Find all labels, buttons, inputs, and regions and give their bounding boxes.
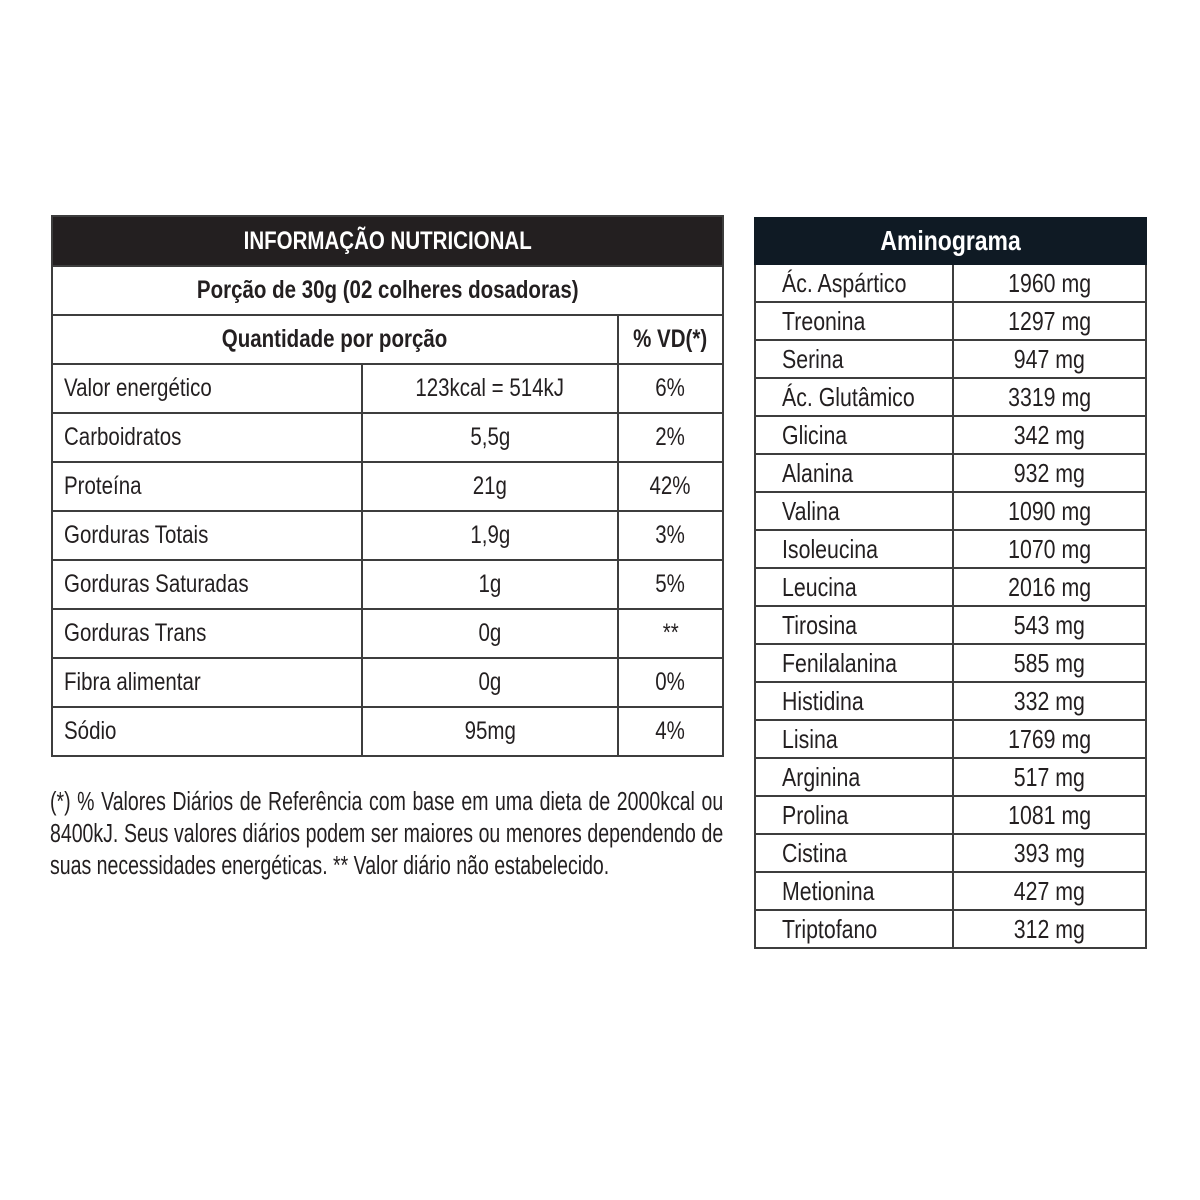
nutrient-amount: 95mg (362, 707, 618, 756)
amino-acid-value: 2016 mg (953, 568, 1146, 606)
nutrition-row (52, 609, 723, 658)
daily-value-footnote: (*) % Valores Diários de Referência com base em uma dieta de 2000kcal ou 8400kJ. Seus valores diários podem ser maiores ou menores dependendo de suas necessidades energéticas. ** Valor diário não estabelecido. (50, 788, 724, 880)
amino-acid-name: Ác. Glutâmico (755, 378, 953, 416)
nutrition-row (52, 658, 723, 707)
amino-acid-name: Tirosina (755, 606, 953, 644)
amino-acid-value: 932 mg (953, 454, 1146, 492)
aminogram-row (755, 454, 1146, 492)
nutrition-row (52, 413, 723, 462)
aminogram-row (755, 340, 1146, 378)
nutrition-facts-table (51, 215, 724, 757)
nutrient-amount: 1,9g (362, 511, 618, 560)
aminogram-row (755, 872, 1146, 910)
vd-header: % VD(*) (618, 315, 723, 364)
amino-acid-value: 427 mg (953, 872, 1146, 910)
nutrition-row (52, 364, 723, 413)
amino-acid-value: 585 mg (953, 644, 1146, 682)
aminogram-title: Aminograma (755, 218, 1146, 264)
amino-acid-name: Triptofano (755, 910, 953, 948)
nutrient-label: Gorduras Trans (52, 609, 362, 658)
amino-acid-name: Serina (755, 340, 953, 378)
nutrient-label: Valor energético (52, 364, 362, 413)
nutrient-label: Fibra alimentar (52, 658, 362, 707)
aminogram-row (755, 758, 1146, 796)
aminogram-row (755, 606, 1146, 644)
amino-acid-name: Fenilalanina (755, 644, 953, 682)
aminogram-table (754, 217, 1147, 949)
amino-acid-value: 543 mg (953, 606, 1146, 644)
amino-acid-value: 342 mg (953, 416, 1146, 454)
nutrient-vd: 2% (618, 413, 723, 462)
nutrient-vd: 4% (618, 707, 723, 756)
amino-acid-value: 1960 mg (953, 264, 1146, 302)
amino-acid-name: Arginina (755, 758, 953, 796)
aminogram-row (755, 302, 1146, 340)
amino-acid-name: Metionina (755, 872, 953, 910)
aminogram-row (755, 796, 1146, 834)
nutrient-amount: 123kcal = 514kJ (362, 364, 618, 413)
amino-acid-name: Prolina (755, 796, 953, 834)
nutrient-label: Sódio (52, 707, 362, 756)
aminogram-row (755, 568, 1146, 606)
nutrient-label: Proteína (52, 462, 362, 511)
amino-acid-name: Ác. Aspártico (755, 264, 953, 302)
aminogram-row (755, 416, 1146, 454)
nutrient-vd: 0% (618, 658, 723, 707)
nutrition-row (52, 560, 723, 609)
portion-size: Porção de 30g (02 colheres dosadoras) (52, 266, 723, 315)
amino-acid-name: Alanina (755, 454, 953, 492)
aminogram-row (755, 644, 1146, 682)
aminogram-row (755, 682, 1146, 720)
nutrient-amount: 5,5g (362, 413, 618, 462)
amino-acid-value: 1090 mg (953, 492, 1146, 530)
amino-acid-name: Treonina (755, 302, 953, 340)
amino-acid-value: 1081 mg (953, 796, 1146, 834)
aminogram-row (755, 264, 1146, 302)
quantity-header: Quantidade por porção (52, 315, 618, 364)
nutrition-row (52, 511, 723, 560)
amino-acid-value: 1297 mg (953, 302, 1146, 340)
amino-acid-value: 332 mg (953, 682, 1146, 720)
aminogram-row (755, 720, 1146, 758)
nutrient-amount: 0g (362, 609, 618, 658)
aminogram-row (755, 492, 1146, 530)
amino-acid-value: 1769 mg (953, 720, 1146, 758)
amino-acid-name: Glicina (755, 416, 953, 454)
amino-acid-name: Histidina (755, 682, 953, 720)
amino-acid-name: Isoleucina (755, 530, 953, 568)
aminogram-row (755, 378, 1146, 416)
nutrient-amount: 0g (362, 658, 618, 707)
amino-acid-name: Valina (755, 492, 953, 530)
nutrient-label: Gorduras Saturadas (52, 560, 362, 609)
amino-acid-value: 1070 mg (953, 530, 1146, 568)
amino-acid-value: 393 mg (953, 834, 1146, 872)
amino-acid-name: Lisina (755, 720, 953, 758)
amino-acid-value: 517 mg (953, 758, 1146, 796)
nutrient-vd: 3% (618, 511, 723, 560)
nutrient-label: Gorduras Totais (52, 511, 362, 560)
nutrient-amount: 1g (362, 560, 618, 609)
nutrient-vd: 6% (618, 364, 723, 413)
nutrient-amount: 21g (362, 462, 618, 511)
amino-acid-value: 3319 mg (953, 378, 1146, 416)
aminogram-row (755, 910, 1146, 948)
amino-acid-value: 947 mg (953, 340, 1146, 378)
nutrition-title: INFORMAÇÃO NUTRICIONAL (52, 216, 723, 266)
nutrition-row (52, 462, 723, 511)
aminogram-row (755, 530, 1146, 568)
amino-acid-name: Cistina (755, 834, 953, 872)
amino-acid-value: 312 mg (953, 910, 1146, 948)
nutrient-vd: ** (618, 609, 723, 658)
nutrient-vd: 42% (618, 462, 723, 511)
nutrient-label: Carboidratos (52, 413, 362, 462)
aminogram-row (755, 834, 1146, 872)
amino-acid-name: Leucina (755, 568, 953, 606)
nutrient-vd: 5% (618, 560, 723, 609)
nutrition-row (52, 707, 723, 756)
